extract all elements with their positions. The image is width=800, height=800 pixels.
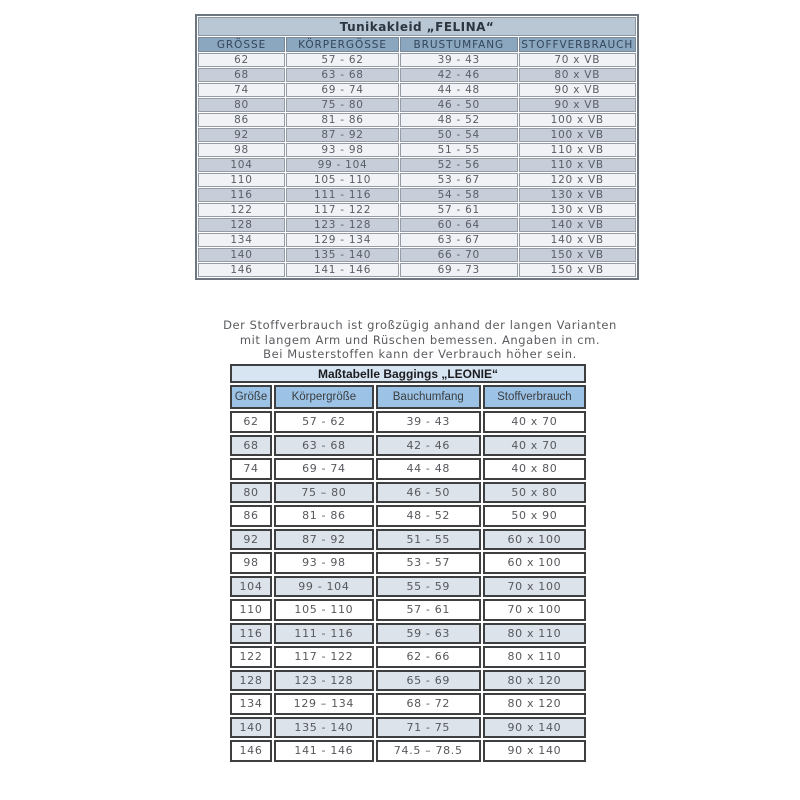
table-cell: 111 - 116 <box>274 623 374 645</box>
table-cell: 80 x VB <box>519 68 636 82</box>
table-cell: 57 - 61 <box>376 599 481 621</box>
table-row <box>198 128 636 142</box>
table-cell: 117 - 122 <box>286 203 399 217</box>
table-cell: 62 - 66 <box>376 646 481 668</box>
table-cell: 44 - 48 <box>400 83 517 97</box>
table-cell: 80 <box>230 482 272 504</box>
leonie-size-table <box>228 362 588 764</box>
table-row <box>230 482 586 504</box>
leonie-size-table-section <box>228 362 588 764</box>
table-cell: 52 - 56 <box>400 158 517 172</box>
table-cell: 146 <box>230 740 272 762</box>
table-cell: 57 - 62 <box>274 411 374 433</box>
table-cell: 128 <box>230 670 272 692</box>
table-cell: 57 - 61 <box>400 203 517 217</box>
table-row <box>230 505 586 527</box>
table-cell: 93 - 98 <box>274 552 374 574</box>
felina-table-title: Tunikakleid „FELINA“ <box>198 17 636 36</box>
leonie-table-body <box>230 411 586 762</box>
table-cell: 99 - 104 <box>286 158 399 172</box>
table-row <box>230 411 586 433</box>
table-cell: 74 <box>198 83 285 97</box>
table-cell: 87 - 92 <box>274 529 374 551</box>
table-cell: 51 - 55 <box>376 529 481 551</box>
leonie-col-stoffverbrauch: Stoffverbrauch <box>483 385 586 409</box>
leonie-header-row <box>230 385 586 409</box>
table-cell: 140 x VB <box>519 218 636 232</box>
table-row <box>198 143 636 157</box>
table-cell: 60 - 64 <box>400 218 517 232</box>
table-cell: 48 - 52 <box>400 113 517 127</box>
table-cell: 86 <box>230 505 272 527</box>
table-cell: 39 - 43 <box>400 53 517 67</box>
table-cell: 123 - 128 <box>286 218 399 232</box>
felina-col-brustumfang: BRUSTUMFANG <box>400 37 517 52</box>
note-line-2: mit langem Arm und Rüschen bemessen. Angaben in cm. <box>239 332 601 347</box>
table-cell: 70 x VB <box>519 53 636 67</box>
felina-table-body <box>198 53 636 277</box>
table-row <box>198 83 636 97</box>
table-row <box>230 740 586 762</box>
table-cell: 50 - 54 <box>400 128 517 142</box>
table-cell: 122 <box>198 203 285 217</box>
table-cell: 116 <box>230 623 272 645</box>
fabric-usage-note <box>140 318 700 362</box>
table-row <box>230 576 586 598</box>
table-cell: 92 <box>230 529 272 551</box>
table-cell: 90 x 140 <box>483 740 586 762</box>
table-cell: 51 - 55 <box>400 143 517 157</box>
table-cell: 60 x 100 <box>483 529 586 551</box>
leonie-col-koerpergroesse: Körpergröße <box>274 385 374 409</box>
table-row <box>230 693 586 715</box>
table-row <box>230 717 586 739</box>
table-cell: 63 - 68 <box>286 68 399 82</box>
table-cell: 42 - 46 <box>376 435 481 457</box>
felina-col-groesse: GRÖSSE <box>198 37 285 52</box>
table-cell: 42 - 46 <box>400 68 517 82</box>
table-cell: 105 - 110 <box>274 599 374 621</box>
table-row <box>230 529 586 551</box>
table-cell: 135 - 140 <box>286 248 399 262</box>
table-cell: 69 - 74 <box>274 458 374 480</box>
table-cell: 110 <box>198 173 285 187</box>
table-cell: 146 <box>198 263 285 277</box>
table-row <box>230 435 586 457</box>
table-cell: 110 x VB <box>519 143 636 157</box>
table-cell: 93 - 98 <box>286 143 399 157</box>
felina-col-koerpergroesse: KÖRPERGÖSSE <box>286 37 399 52</box>
table-row <box>198 158 636 172</box>
table-cell: 70 x 100 <box>483 576 586 598</box>
table-cell: 75 – 80 <box>274 482 374 504</box>
table-cell: 40 x 70 <box>483 435 586 457</box>
table-cell: 129 - 134 <box>286 233 399 247</box>
table-cell: 87 - 92 <box>286 128 399 142</box>
table-cell: 50 x 90 <box>483 505 586 527</box>
table-cell: 46 - 50 <box>400 98 517 112</box>
table-cell: 53 - 67 <box>400 173 517 187</box>
table-cell: 80 x 120 <box>483 693 586 715</box>
table-cell: 92 <box>198 128 285 142</box>
table-cell: 130 x VB <box>519 203 636 217</box>
table-row <box>198 173 636 187</box>
table-cell: 75 - 80 <box>286 98 399 112</box>
felina-size-table <box>195 14 639 280</box>
table-cell: 104 <box>198 158 285 172</box>
felina-size-table-section <box>195 14 639 280</box>
table-cell: 81 - 86 <box>286 113 399 127</box>
table-cell: 140 <box>198 248 285 262</box>
table-cell: 63 - 67 <box>400 233 517 247</box>
table-cell: 141 - 146 <box>286 263 399 277</box>
table-cell: 53 - 57 <box>376 552 481 574</box>
table-cell: 100 x VB <box>519 128 636 142</box>
table-cell: 39 - 43 <box>376 411 481 433</box>
table-row <box>230 552 586 574</box>
table-cell: 40 x 80 <box>483 458 586 480</box>
table-cell: 128 <box>198 218 285 232</box>
table-cell: 74.5 – 78.5 <box>376 740 481 762</box>
table-cell: 100 x VB <box>519 113 636 127</box>
table-row <box>198 113 636 127</box>
table-cell: 48 - 52 <box>376 505 481 527</box>
table-cell: 150 x VB <box>519 248 636 262</box>
table-row <box>230 458 586 480</box>
table-cell: 134 <box>230 693 272 715</box>
table-cell: 70 x 100 <box>483 599 586 621</box>
table-cell: 59 - 63 <box>376 623 481 645</box>
table-cell: 111 - 116 <box>286 188 399 202</box>
table-cell: 68 - 72 <box>376 693 481 715</box>
table-cell: 122 <box>230 646 272 668</box>
table-row <box>198 248 636 262</box>
note-line-1: Der Stoffverbrauch ist großzügig anhand der langen Varianten <box>223 318 617 332</box>
table-cell: 86 <box>198 113 285 127</box>
table-cell: 44 - 48 <box>376 458 481 480</box>
table-cell: 68 <box>198 68 285 82</box>
table-cell: 50 x 80 <box>483 482 586 504</box>
table-cell: 123 - 128 <box>274 670 374 692</box>
table-cell: 135 - 140 <box>274 717 374 739</box>
table-cell: 74 <box>230 458 272 480</box>
table-cell: 90 x VB <box>519 98 636 112</box>
table-row <box>198 233 636 247</box>
table-cell: 130 x VB <box>519 188 636 202</box>
table-cell: 69 - 73 <box>400 263 517 277</box>
table-cell: 66 - 70 <box>400 248 517 262</box>
table-cell: 129 – 134 <box>274 693 374 715</box>
table-cell: 110 <box>230 599 272 621</box>
leonie-table-title: Maßtabelle Baggings „LEONIE“ <box>230 364 586 383</box>
table-cell: 140 <box>230 717 272 739</box>
table-row <box>198 188 636 202</box>
note-line-3: Bei Musterstoffen kann der Verbrauch höher sein. <box>263 347 577 361</box>
felina-title-row <box>198 17 636 36</box>
table-row <box>230 646 586 668</box>
felina-col-stoffverbrauch: STOFFVERBRAUCH <box>519 37 636 52</box>
table-row <box>230 623 586 645</box>
table-cell: 80 x 110 <box>483 646 586 668</box>
table-cell: 63 - 68 <box>274 435 374 457</box>
table-cell: 81 - 86 <box>274 505 374 527</box>
table-cell: 99 - 104 <box>274 576 374 598</box>
table-cell: 54 - 58 <box>400 188 517 202</box>
leonie-title-row <box>230 364 586 383</box>
table-row <box>198 68 636 82</box>
table-row <box>198 98 636 112</box>
table-cell: 141 - 146 <box>274 740 374 762</box>
leonie-col-groesse: Größe <box>230 385 272 409</box>
table-cell: 80 <box>198 98 285 112</box>
table-cell: 55 - 59 <box>376 576 481 598</box>
table-cell: 116 <box>198 188 285 202</box>
leonie-col-bauchumfang: Bauchumfang <box>376 385 481 409</box>
table-cell: 90 x 140 <box>483 717 586 739</box>
table-row <box>198 203 636 217</box>
table-cell: 62 <box>230 411 272 433</box>
table-cell: 40 x 70 <box>483 411 586 433</box>
table-cell: 140 x VB <box>519 233 636 247</box>
table-cell: 62 <box>198 53 285 67</box>
table-cell: 150 x VB <box>519 263 636 277</box>
table-cell: 80 x 110 <box>483 623 586 645</box>
table-row <box>230 670 586 692</box>
felina-header-row <box>198 37 636 52</box>
table-cell: 98 <box>198 143 285 157</box>
table-cell: 46 - 50 <box>376 482 481 504</box>
table-cell: 90 x VB <box>519 83 636 97</box>
table-cell: 134 <box>198 233 285 247</box>
table-cell: 69 - 74 <box>286 83 399 97</box>
table-cell: 65 - 69 <box>376 670 481 692</box>
table-cell: 60 x 100 <box>483 552 586 574</box>
table-cell: 80 x 120 <box>483 670 586 692</box>
table-row <box>198 53 636 67</box>
table-cell: 57 - 62 <box>286 53 399 67</box>
table-cell: 104 <box>230 576 272 598</box>
table-cell: 68 <box>230 435 272 457</box>
table-cell: 120 x VB <box>519 173 636 187</box>
table-cell: 98 <box>230 552 272 574</box>
table-cell: 110 x VB <box>519 158 636 172</box>
table-row <box>198 263 636 277</box>
table-row <box>230 599 586 621</box>
table-cell: 105 - 110 <box>286 173 399 187</box>
table-cell: 117 - 122 <box>274 646 374 668</box>
table-row <box>198 218 636 232</box>
table-cell: 71 - 75 <box>376 717 481 739</box>
